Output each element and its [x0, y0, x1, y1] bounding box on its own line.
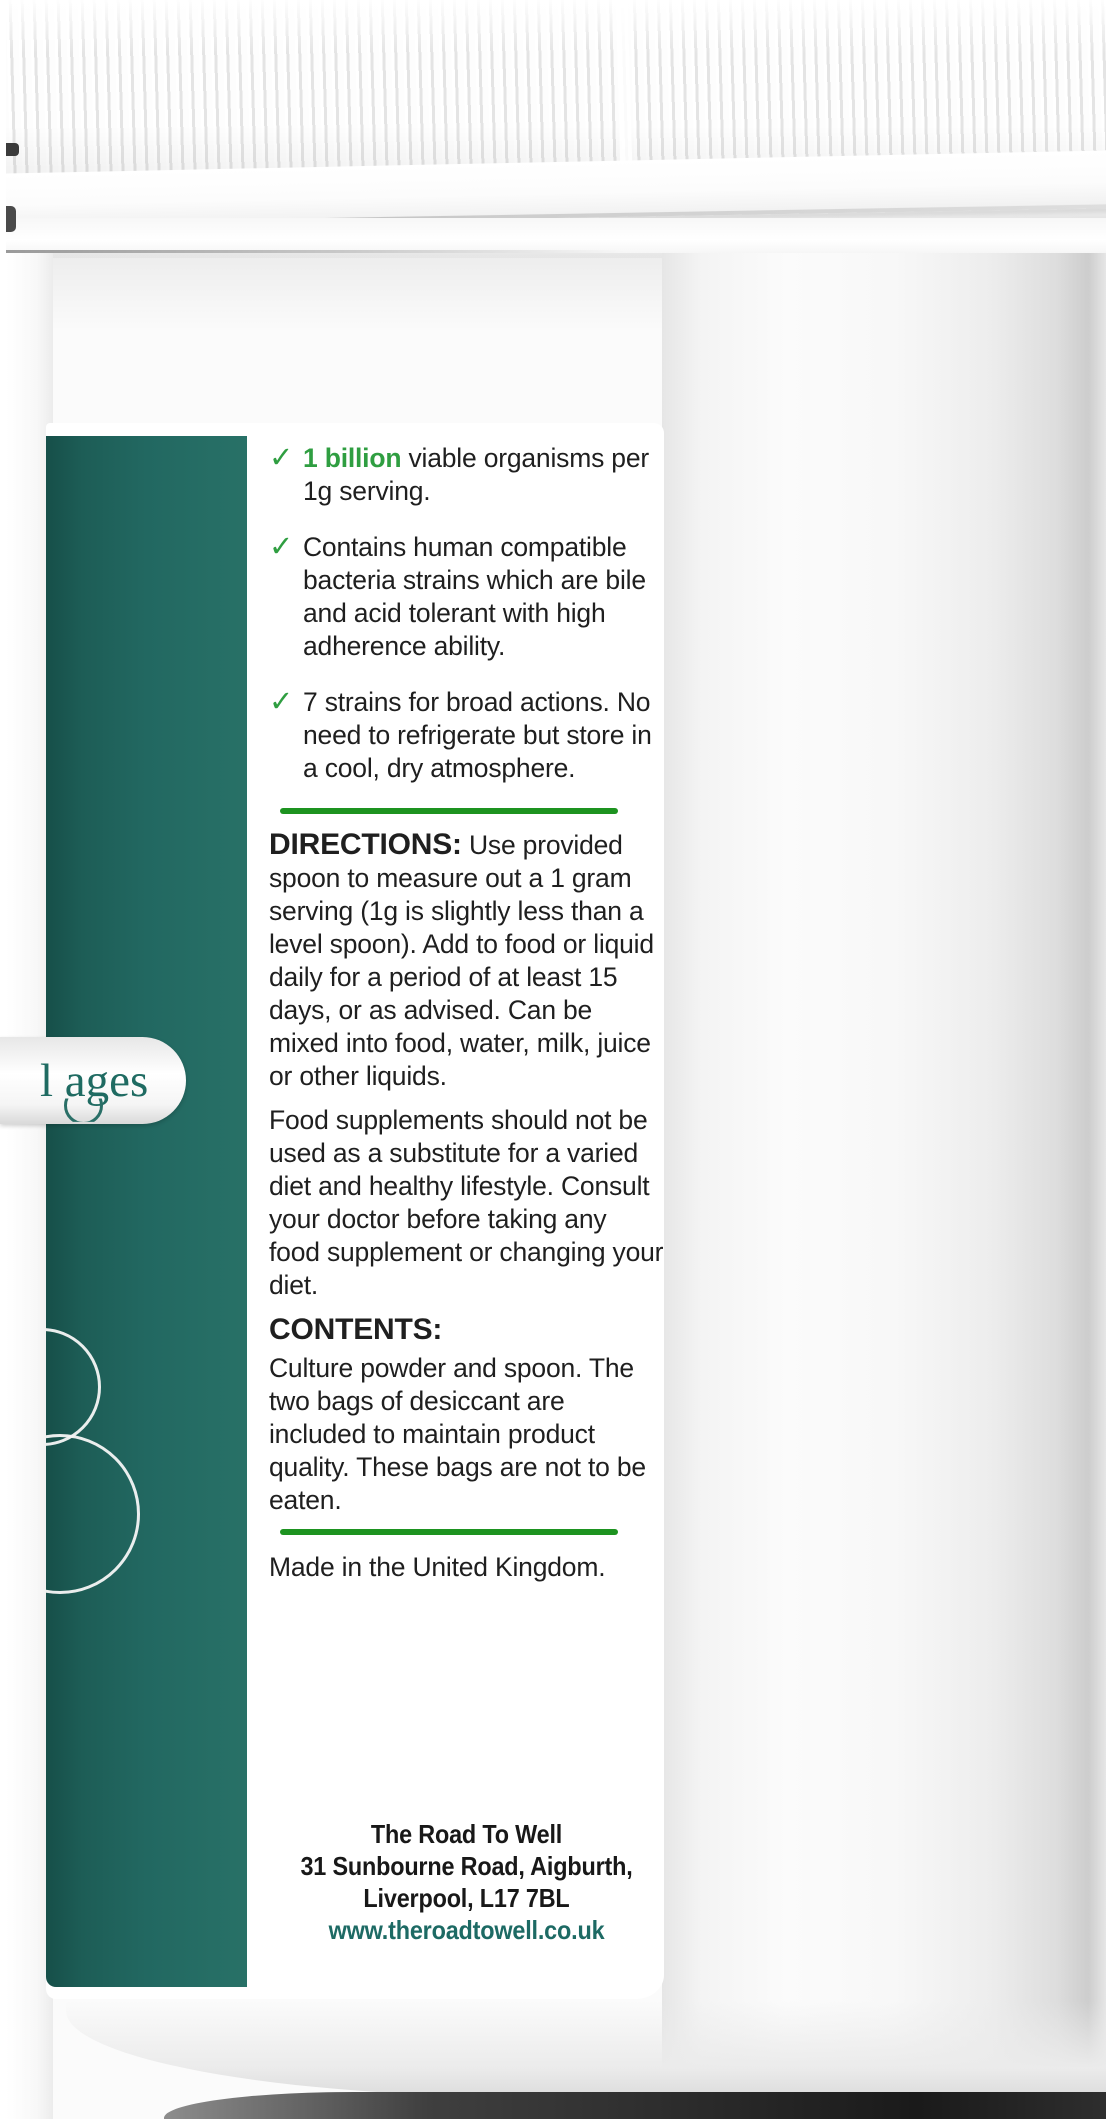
teal-side-band	[46, 436, 247, 1987]
jar-lid	[6, 0, 1106, 258]
directions-heading: DIRECTIONS:	[269, 828, 462, 861]
lid-notch	[6, 206, 16, 232]
benefit-text	[303, 686, 664, 785]
website-url: www.theroadtowell.co.uk	[328, 1915, 605, 1945]
benefit-body: viable organisms per 1g serving.	[303, 443, 649, 506]
benefit-text	[303, 531, 664, 663]
benefit-item	[269, 531, 664, 663]
directions-text: Use provided spoon to measure out a 1 gram serving (1g is slightly less than a level spoon). Add to food or liquid daily for a period of at least 15 days, or as advised. Can be mixed into food, water, milk, juice or other liquids.	[269, 830, 654, 1091]
age-badge-text: l ages	[40, 1055, 149, 1107]
label-text-column	[247, 423, 664, 1946]
checkmark-icon: ✓	[269, 442, 294, 474]
checkmark-icon: ✓	[269, 686, 294, 718]
benefit-body: 7 strains for broad actions. No need to refrigerate but store in a cool, dry atmosphere.	[303, 687, 652, 783]
address-line-2: Liverpool, L17 7BL	[363, 1883, 570, 1913]
disclaimer-paragraph: Food supplements should not be used as a substitute for a varied diet and healthy lifestyle. Consult your doctor before taking any food supplement or changing your diet.	[269, 1105, 664, 1300]
benefit-text	[303, 442, 664, 508]
green-divider	[280, 808, 618, 814]
jar-right-side-shading	[662, 253, 1106, 2119]
checkmark-icon: ✓	[269, 531, 294, 563]
directions-paragraph	[269, 828, 664, 1093]
manufacturer-block	[289, 1818, 645, 1946]
jar-bottom-edge	[164, 2092, 1106, 2119]
company-name: The Road To Well	[370, 1819, 563, 1849]
circle-outline-decoration	[46, 1434, 140, 1594]
lid-notch	[6, 143, 19, 156]
circle-outline-decoration	[46, 1328, 101, 1446]
contents-heading: CONTENTS:	[269, 1313, 443, 1346]
address-line-1: 31 Sunbourne Road, Aigburth,	[300, 1851, 633, 1881]
contents-paragraph: Culture powder and spoon. The two bags of desiccant are included to maintain product quality. These bags are not to be eaten.	[269, 1353, 646, 1515]
back-label	[46, 423, 664, 1999]
benefit-item	[269, 442, 664, 508]
benefit-highlight: 1 billion	[303, 443, 402, 473]
made-in-line: Made in the United Kingdom.	[269, 1552, 606, 1582]
jar-bottom-shading	[66, 2001, 1106, 2097]
benefit-item	[269, 686, 664, 785]
green-divider	[280, 1529, 618, 1535]
benefit-body: Contains human compatible bacteria strains which are bile and acid tolerant with high adherence ability.	[303, 532, 646, 661]
